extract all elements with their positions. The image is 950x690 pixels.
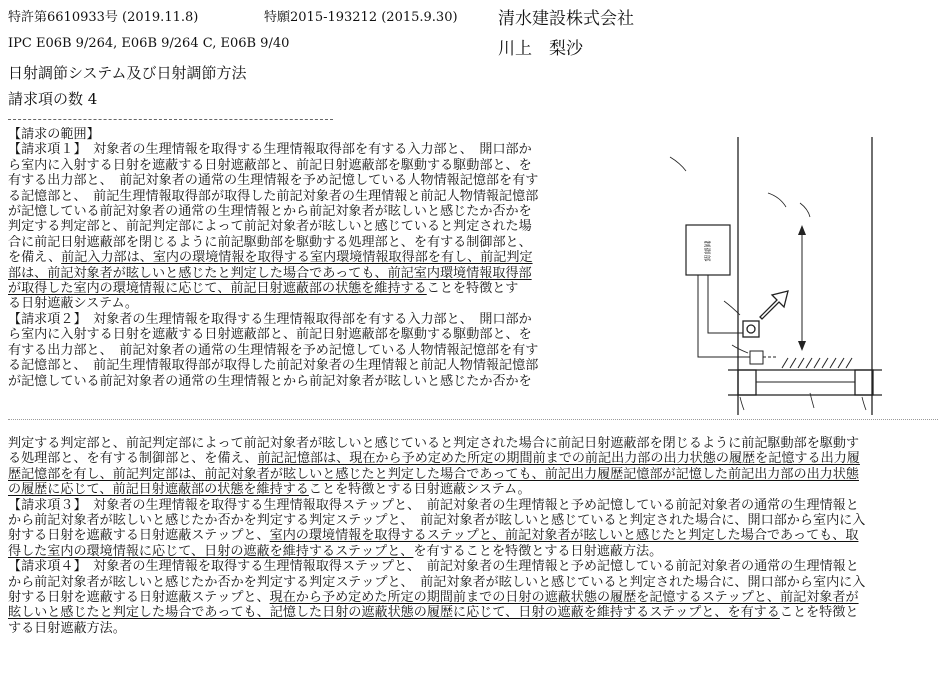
- header-divider: [8, 119, 333, 120]
- claim-text: ことを特徴とす: [426, 281, 519, 297]
- applicant-name: 清水建設株式会社: [498, 9, 634, 29]
- claim-line: [8, 544, 940, 559]
- leader-3: [800, 203, 810, 217]
- claim-text: を備え、: [8, 250, 62, 266]
- claim-text: から前記対象者が眩しいと感じたか否かを判定する判定ステップと、 前記対象者が眩しいと感じていると判定された場合に、開口部から室内に入: [8, 574, 866, 590]
- shading-louvers: [782, 358, 852, 368]
- claim-line: [8, 235, 588, 250]
- claim-text: ことを特徴とする日射遮蔽システム。: [308, 482, 531, 498]
- frame-right-post: [855, 370, 873, 395]
- claim-line: [8, 189, 588, 204]
- claim-line: [8, 498, 940, 513]
- underlined-claim-text: 前記入力部は、室内の環境情報を取得する室内環境情報取得部を有し、前記判定: [61, 250, 533, 266]
- claim-line: [8, 482, 940, 497]
- underlined-claim-text: 得した室内の環境情報に応じて、日射の遮蔽を維持するステップと、: [8, 543, 414, 559]
- claim-text: 有する出力部と、 前記対象者の通常の生理情報を予め記憶している人物情報記憶部を有す: [8, 342, 539, 358]
- claim-line: [8, 528, 940, 543]
- claim-line: [8, 621, 940, 636]
- claim-text: する日射遮蔽方法。: [8, 620, 126, 636]
- claim-text: が記憶している前記対象者の通常の生理情報とから前記対象者が眩しいと感じたか否かを: [8, 373, 532, 389]
- patent-number: 特許第6610933号 (2019.11.8): [8, 10, 199, 25]
- claim-line: [8, 374, 588, 389]
- claim-line: [8, 436, 940, 451]
- leader-1: [670, 157, 686, 171]
- underlined-claim-text: 前記記憶部は、現在から予め定めた所定の期間前までの前記出力部の出力状態の履歴を記憶する出力履: [257, 451, 860, 467]
- claim-text: 【請求項３】 対象者の生理情報を取得する生理情報取得ステップと、 前記対象者の生理情報と予め記憶している前記対象者の通常の生理情報と: [8, 497, 859, 513]
- claim-text: 射する日射を遮蔽する日射遮蔽ステップと、: [8, 528, 270, 544]
- underlined-claim-text: 室内の環境情報を取得するステップと、前記対象者が眩しいと感じたと判定した場合であっても、取: [269, 528, 859, 544]
- claim-text: る記憶部と、 前記生理情報取得部が取得した前記対象者の生理情報と前記人物情報記憶部: [8, 358, 539, 374]
- glare-arrow: [760, 291, 788, 319]
- claim-line: [8, 250, 588, 265]
- inventor-name: 川上 梨沙: [498, 39, 583, 59]
- claim-line: [8, 513, 940, 528]
- controller-label: 制御部: [703, 240, 711, 262]
- claim-text: 【請求項１】 対象者の生理情報を取得する生理情報取得部を有する入力部と、 開口部か: [8, 142, 532, 158]
- claims-block-lower: [8, 436, 940, 636]
- patent-figure: [640, 125, 940, 425]
- claim-text: 判定する判定部と、前記判定部によって前記対象者が眩しいと感じていると判定された場: [8, 219, 532, 235]
- frame-left-post: [738, 370, 756, 395]
- leader-2: [768, 193, 786, 207]
- claim-line: [8, 204, 588, 219]
- claim-line: [8, 312, 588, 327]
- claim-text: 【請求項４】 対象者の生理情報を取得する生理情報取得ステップと、 前記対象者の生理情報と予め記憶している前記対象者の通常の生理情報と: [8, 559, 859, 575]
- claim-text: 【請求の範囲】: [8, 127, 100, 142]
- claim-line: [8, 158, 588, 173]
- application-number: 特願2015-193212 (2015.9.30): [264, 10, 458, 25]
- claim-text: を有することを特徴とする日射遮蔽方法。: [413, 543, 663, 559]
- claim-text: 有する出力部と、 前記対象者の通常の生理情報を予め記憶している人物情報記憶部を有す: [8, 173, 539, 189]
- claim-text: 合に前記日射遮蔽部を閉じるように前記駆動部を駆動する処理部と、を有する制御部と、: [8, 234, 532, 250]
- drive-unit-box: [750, 351, 763, 364]
- claim-line: [8, 281, 588, 296]
- claim-line: [8, 266, 588, 281]
- invention-title: 日射調節システム及び日射調節方法: [8, 64, 247, 82]
- leader-8: [862, 397, 866, 410]
- underlined-claim-text: が取得した室内の環境情報に応じて、前記日射遮蔽部の状態を維持する: [8, 281, 427, 297]
- claim-line: [8, 358, 588, 373]
- wire-to-drive: [698, 275, 752, 357]
- claim-line: [8, 142, 588, 157]
- claim-line: [8, 296, 588, 311]
- claim-line: [8, 219, 588, 234]
- claim-line: [8, 127, 588, 142]
- travel-arrow-down: [798, 341, 806, 351]
- claim-line: [8, 327, 588, 342]
- claims-block-upper: [8, 127, 588, 389]
- underlined-claim-text: の履歴に応じて、前記日射遮蔽部の状態を維持する: [8, 482, 309, 498]
- claim-text: ら室内に入射する日射を遮蔽する日射遮蔽部と、前記日射遮蔽部を駆動する駆動部と、を: [8, 157, 532, 173]
- claim-line: [8, 590, 940, 605]
- claim-text: から前記対象者が眩しいと感じたか否かを判定する判定ステップと、 前記対象者が眩しいと感じていると判定された場合に、開口部から室内に入: [8, 513, 866, 529]
- leader-6: [740, 397, 744, 410]
- claim-text: ことを特徴と: [779, 605, 859, 621]
- ipc-classification: IPC E06B 9/264, E06B 9/264 C, E06B 9/40: [8, 36, 290, 51]
- claim-text: る処理部と、を有する制御部と、を備え、: [8, 451, 258, 467]
- underlined-claim-text: 歴記憶部を有し、前記判定部は、前記対象者が眩しいと感じたと判定した場合であっても、前記出力履歴記憶部が記憶した前記出力部の出力状態: [8, 466, 859, 482]
- claim-text: 【請求項２】 対象者の生理情報を取得する生理情報取得部を有する入力部と、 開口部か: [8, 311, 532, 327]
- claim-text: 射する日射を遮蔽する日射遮蔽ステップと、: [8, 590, 270, 606]
- claim-line: [8, 451, 940, 466]
- travel-arrow-up: [798, 225, 806, 235]
- underlined-claim-text: 現在から予め定めた所定の期間前までの日射の遮蔽状態の履歴を記憶するステップと、前記対象者が: [269, 590, 859, 606]
- underlined-claim-text: 部は、前記対象者が眩しいと感じたと判定した場合であっても、前記室内環境情報取得部: [8, 265, 532, 281]
- claim-line: [8, 467, 940, 482]
- page-divider: [8, 419, 938, 420]
- claim-line: [8, 173, 588, 188]
- claim-text: る記憶部と、 前記生理情報取得部が取得した前記対象者の生理情報と前記人物情報記憶部: [8, 188, 539, 204]
- leader-5: [732, 345, 748, 353]
- claim-line: [8, 559, 940, 574]
- claim-count: 請求項の数 4: [8, 90, 98, 108]
- claim-text: る日射遮蔽システム。: [8, 296, 139, 312]
- sensor-box: [743, 321, 759, 337]
- claim-text: が記憶している前記対象者の通常の生理情報とから前記対象者が眩しいと感じたか否かを: [8, 204, 532, 220]
- claim-line: [8, 605, 940, 620]
- claim-line: [8, 343, 588, 358]
- claim-text: 判定する判定部と、前記判定部によって前記対象者が眩しいと感じていると判定された場合に前記日射遮蔽部を閉じるように前記駆動部を駆動す: [8, 436, 860, 451]
- underlined-claim-text: 眩しいと感じたと判定した場合であっても、記憶した日射の遮蔽状態の履歴に応じて、日射の遮蔽を維持するステップと、を有する: [8, 605, 780, 621]
- claim-line: [8, 575, 940, 590]
- claim-text: ら室内に入射する日射を遮蔽する日射遮蔽部と、前記日射遮蔽部を駆動する駆動部と、を: [8, 327, 532, 343]
